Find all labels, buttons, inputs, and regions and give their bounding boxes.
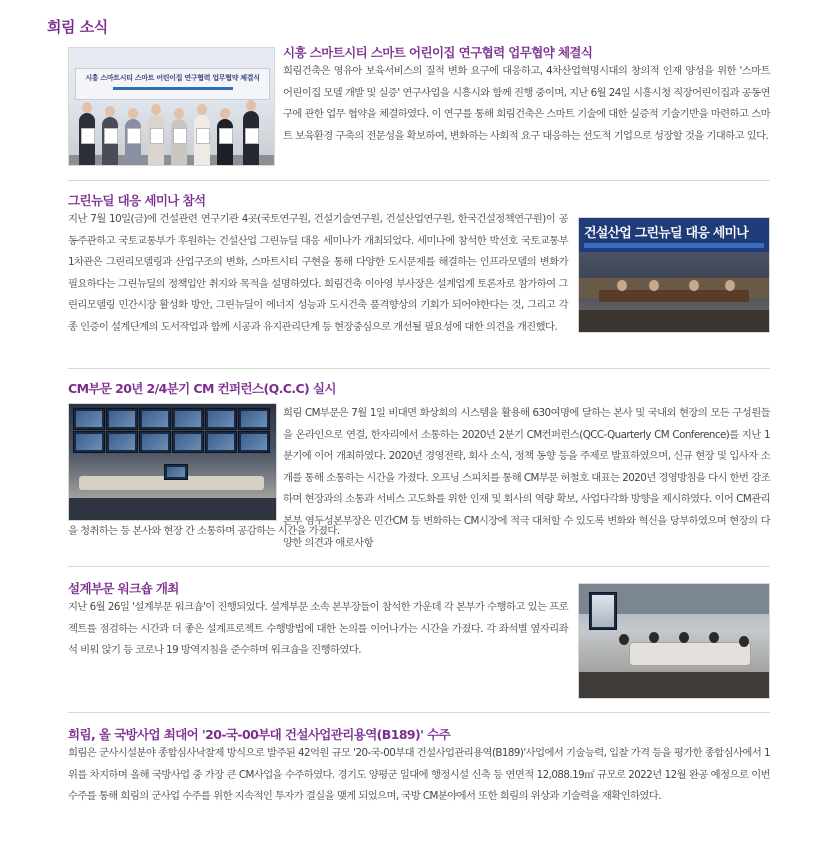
photo-video-conference bbox=[68, 403, 277, 521]
news-body: 지난 7월 10일(금)에 건설관련 연구기관 4곳(국토연구원, 건설기술연구원, 건설산업연구원, 한국건설정책연구원)이 공동주관하고 국토교통부가 후원하는 건설산업 그린뉴딜 대응 세미나가 개최되었다. 세미나에 참석한 박선호 국토교통부 1차관은 그린리모델링과 산업구조의 변화, 스마트시티 구현을 통해 다양한 도시문제를 해결하는 인프라모델의 변화가 필요하다는 그린뉴딜의 정책입안 취지와 목적을 설명하였다. 희림건축 이아영 부사장은 설계업계 토론자로 참가하여 그린리모델링 민간시장 활성화 방안, 그린뉴딜이 에너지 성능과 도시건축 품격향상의 기회가 되어야한다는 것, 그리고 각종 인증이 설계단계의 도서작업과 함께 시공과 유지관리단계 등 현장중심으로 개선될 필요성에 대한 의견을 개진했다. bbox=[68, 213, 568, 333]
news-title: 희림, 올 국방사업 최대어 '20-국-00부대 건설사업관리용역(B189)' 수주 bbox=[68, 727, 451, 742]
photo-sign bbox=[579, 218, 769, 252]
news-title: 시흥 스마트시티 스마트 어린이집 연구협력 업무협약 체결식 bbox=[283, 45, 593, 60]
news-title: 그린뉴딜 대응 세미나 참석 bbox=[68, 193, 206, 208]
photo-banner bbox=[75, 68, 270, 100]
news-title: CM부문 20년 2/4분기 CM 컨퍼런스(Q.C.C) 실시 bbox=[68, 381, 336, 396]
divider bbox=[68, 566, 770, 567]
news-title: 설계부문 워크숍 개최 bbox=[68, 581, 179, 596]
news-body: 희림건축은 영유아 보육서비스의 질적 변화 요구에 대응하고, 4차산업혁명시대의 창의적 인재 양성을 위한 '스마트 어린이집 모델 개발 및 실증' 연구사업을 시흥시와 함께 진행 중이며, 지난 6월 24일 시흥시청 직장어린이집과 공동연구에 관한 업무 협약을 체결하였다. 이 연구를 통해 희림건축은 스마트 기술에 대한 실증적 기술기반을 마련하고 스마트 보육환경 구축의 전문성을 확보하여, 변화하는 사회적 요구 대응하는 선도적 기업으로 성장할 것을 기대하고 있다. bbox=[283, 65, 770, 142]
photo-seminar bbox=[578, 217, 770, 333]
divider bbox=[68, 712, 770, 713]
page-title: 희림 소식 bbox=[47, 18, 108, 36]
news-body: 지난 6월 26일 '설계부문 워크숍'이 진행되었다. 설계부문 소속 본부장들이 참석한 가운데 각 본부가 수행하고 있는 프로젝트를 점검하는 시간과 더 좋은 설계프로젝트 수행방법에 대한 논의를 이어나가는 시간을 가졌다. 각 좌석별 옆자리좌석 비워 앉기 등 코로나 19 방역지침을 준수하며 워크숍을 진행하였다. bbox=[68, 601, 568, 657]
photo-workshop bbox=[578, 583, 770, 699]
news-body: 희림은 군사시설분야 종합심사낙찰제 방식으로 발주된 42억원 규모 '20-국-00부대 건설사업관리용역(B189)'사업에서 기술능력, 입찰 가격 등을 평가한 종합심사에서 1위를 차지하며 올해 국방사업 중 가장 큰 CM사업을 수주하였다. 경기도 양평군 일대에 행정시설 신축 등 연면적 12,088.19㎡ 규모로 2022년 12월 완공 예정으로 이번 수주를 통해 희림의 군사업 수주를 위한 지속적인 투자가 결실을 맺게 되었으며, 국방 CM분야에서 또한 희림의 위상과 기술력을 재확인하였다. bbox=[68, 747, 770, 803]
news-item-cm-conference bbox=[68, 381, 770, 549]
divider bbox=[68, 180, 770, 181]
news-body: 희림 CM부문은 7월 1일 비대면 화상회의 시스템을 활용해 630여명에 달하는 본사 및 국내외 현장의 모든 구성원들을 온라인으로 연결, 한자리에서 소통하는 2020년 2분기 CM컨퍼런스(QCC-Quarterly CM Conference)를 지난 1분기에 이어 개최하였다. 2020년 경영전략, 회사 소식, 정책 동향 등을 주제로 발표하였으며, 신규 현장 및 입사자 소개를 통해 소통하는 시간을 가졌다. 오프닝 스피치를 통해 CM부문 허철호 대표는 2020년 경영방침을 다시 한번 강조하며 현장과의 소통과 서비스 고도화를 위한 인재 및 회사의 역량 확보, 사업다각화 방향을 제시하였다. 이어 CM관리본부 염두성본부장은 민간CM 등 변화하는 CM시장에 적극 대처할 수 있도록 변화와 혁신을 당부하였으며 현장의 다양한 의견과 애로사항 bbox=[283, 407, 770, 549]
photo-sign-text: 건설산업 그린뉴딜 대응 세미나 bbox=[584, 226, 749, 241]
photo-banner-text: 시흥 스마트시티 스마트 어린이집 연구협력 업무협약 체결식 bbox=[85, 74, 260, 82]
divider bbox=[68, 368, 770, 369]
photo-mou-ceremony bbox=[68, 47, 275, 166]
news-body-continued: 을 청취하는 등 본사와 현장 간 소통하며 공감하는 시간을 가졌다. bbox=[68, 525, 340, 537]
